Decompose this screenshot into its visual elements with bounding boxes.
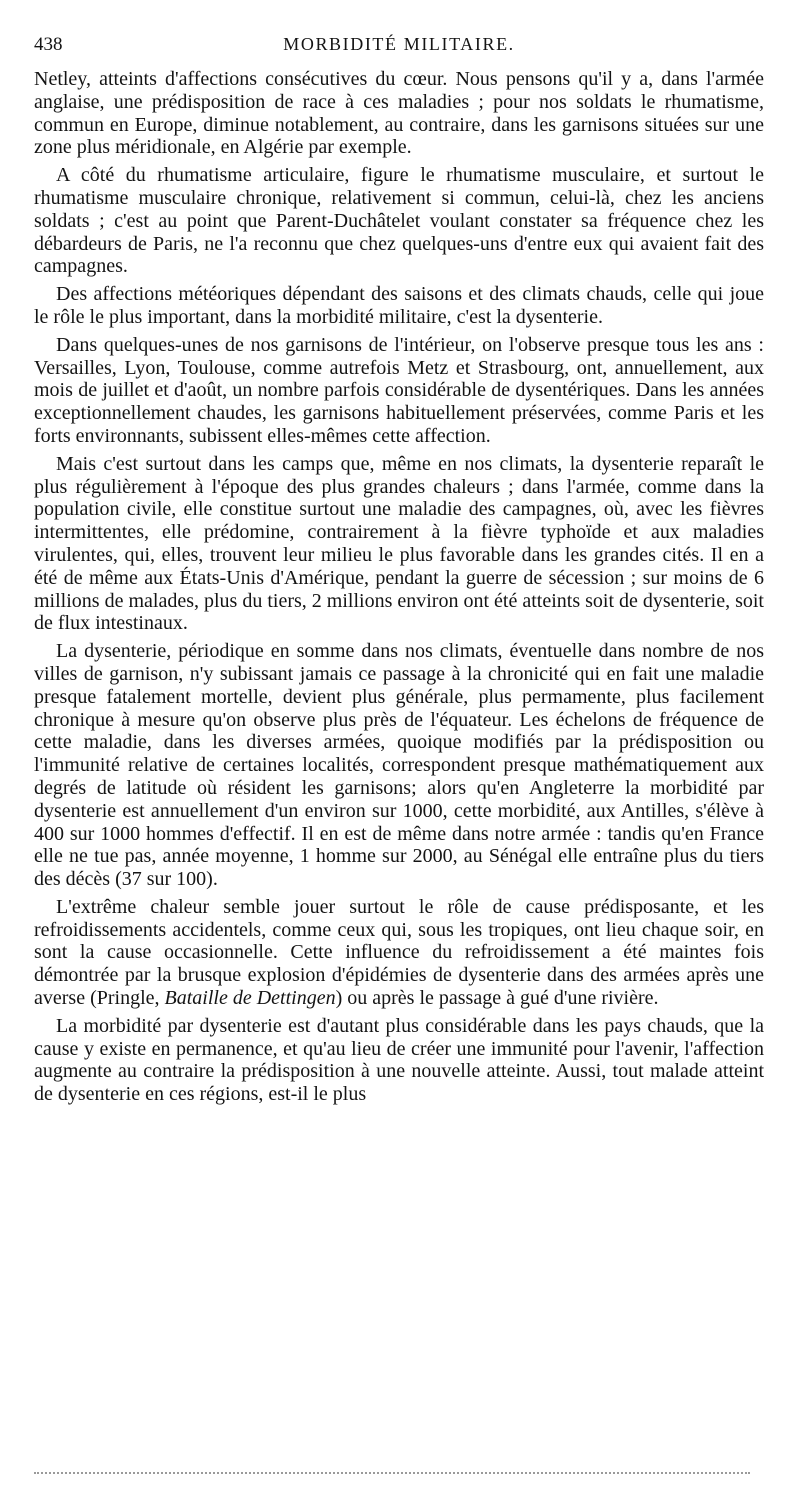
citation-title: Bataille de Dettingen <box>164 987 336 1010</box>
paragraph-4: Dans quelques-unes de nos garnisons de l'intérieur, on l'observe presque tous les ans : Versailles, Lyon, Toulouse, comme autrefois Metz et Strasbourg, ont, annuellement, aux mois de juillet et d'août, un nombre parfois considérable de dysentériques. Dans les années exceptionnellement chaudes, les garnisons habituellement préservées, comme Paris et les forts environnants, subissent elles-mêmes cette affection. <box>34 333 764 447</box>
footer-dotted-rule <box>34 1472 750 1474</box>
page-number: 438 <box>34 34 63 55</box>
running-title: MORBIDITÉ MILITAIRE. <box>283 34 515 54</box>
paragraph-6: La dysenterie, périodique en somme dans nos climats, éventuelle dans nombre de nos villes de garnison, n'y subissant jamais ce passage à la chronicité qui en fait une maladie presque fatalement mortelle, devient plus générale, plus permamente, plus facilement chronique à mesure qu'on observe plus près de l'équateur. Les échelons de fréquence de cette maladie, dans les diverses armées, quoique modifiés par la prédisposition ou l'immunité relative de certaines localités, correspondent presque mathématiquement aux degrés de latitude où résident les garnisons; alors qu'en Angleterre la morbidité par dysenterie est annuellement d'un environ sur 1000, cette morbidité, aux Antilles, s'élève à 400 sur 1000 hommes d'effectif. Il en est de même dans notre armée : tandis qu'en France elle ne tue pas, année moyenne, 1 homme sur 2000, au Sénégal elle entraîne plus du tiers des décès (37 sur 100). <box>34 640 764 891</box>
paragraph-1: Netley, atteints d'affections consécutives du cœur. Nous pensons qu'il y a, dans l'armée anglaise, une prédisposition de race à ces maladies ; pour nos soldats le rhumatisme, commun en Europe, diminue notablement, au contraire, dans les garnisons situées sur une zone plus méridionale, en Algérie par exemple. <box>34 68 764 159</box>
paragraph-5: Mais c'est surtout dans les camps que, même en nos climats, la dysenterie reparaît le plus régulièrement à l'époque des plus grandes chaleurs ; dans l'armée, comme dans la population civile, elle constitue surtout une maladie des campagnes, où, avec les fièvres intermittentes, elle prédomine, contrairement à la fièvre typhoïde et aux maladies virulentes, qui, elles, trouvent leur milieu le plus favorable dans les grandes cités. Il en a été de même aux États-Unis d'Amérique, pendant la guerre de sécession ; sur moins de 6 millions de malades, plus du tiers, 2 millions environ ont été atteints soit de dysenterie, soit de flux intestinaux. <box>34 452 764 635</box>
paragraph-8: La morbidité par dysenterie est d'autant plus considérable dans les pays chauds, que la cause y existe en permanence, et qu'au lieu de créer une immunité pour l'avenir, l'affection augmente au contraire la prédisposition à une nouvelle atteinte. Aussi, tout malade atteint de dysenterie en ces régions, est-il le plus <box>34 1014 764 1106</box>
paragraph-2: A côté du rhumatisme articulaire, figure le rhumatisme musculaire, et surtout le rhumatisme musculaire chronique, relativement si commun, celui-là, chez les anciens soldats ; c'est au point que Parent-Duchâtelet voulant constater sa fréquence chez les débardeurs de Paris, ne l'a reconnu que chez quelques-uns d'entre eux qui avaient fait des campagnes. <box>34 164 764 278</box>
paragraph-7-text-before: L'extrême chaleur semble jouer surtout le rôle de cause prédisposante, et les refroidissements accidentels, comme ceux qui, sous les tropiques, ont lieu chaque soir, en sont la cause occasionnelle. Cette influence du refroidissement a été maintes fois démontrée par la brusque explosion d'épidémies de dysenterie dans des armées après une averse (Pringle, <box>34 895 764 1010</box>
page-header <box>34 30 764 56</box>
paragraph-7-text-after: ) ou après le passage à gué d'une rivière. <box>335 987 659 1010</box>
paragraph-3: Des affections météoriques dépendant des saisons et des climats chauds, celle qui joue le rôle le plus important, dans la morbidité militaire, c'est la dysenterie. <box>34 283 764 328</box>
paragraph-7 <box>34 896 764 1010</box>
page-body <box>34 68 764 1106</box>
